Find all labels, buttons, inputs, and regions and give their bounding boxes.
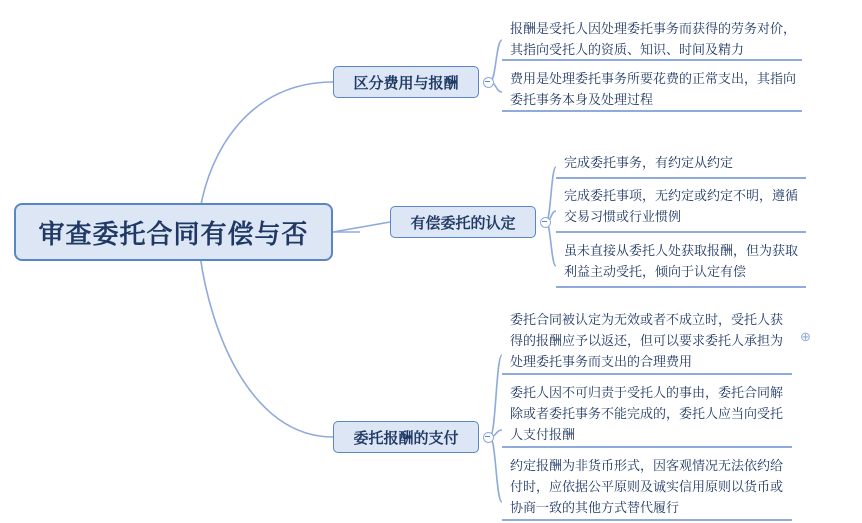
branch-3-label: 委托报酬的支付 [353,429,459,447]
leaf-2-2-text: 完成委托事项，无约定或约定不明，遵循交易习惯或行业惯例 [564,188,799,224]
leaf-1-2-text: 费用是处理委托事务所要花费的正常支出，其指向委托事务本身及处理过程 [510,71,797,107]
leaf-1-1-underline [502,59,802,61]
root-label: 审查委托合同有偿与否 [38,218,309,249]
leaf-node-1-2[interactable] [502,64,802,114]
collapse-toggle-branch-3[interactable] [483,432,494,443]
leaf-node-3-3[interactable] [502,451,792,522]
leaf-3-2-text: 委托人因不可归责于受托人的事由，委托合同解除或者委托事务不能完成的，委托人应当向受托人支付报酬 [510,385,784,442]
leaf-node-2-1[interactable] [556,148,806,177]
leaf-2-1-underline [556,177,806,179]
leaf-2-1-text: 完成委托事务，有约定从约定 [564,155,734,170]
leaf-3-3-text: 约定报酬为非货币形式，因客观情况无法依约给付时，应依据公平原则及诚实信用原则以货币或协商一致的其他方式替代履行 [510,458,784,515]
leaf-3-3-underline [502,519,792,521]
branch-node-3[interactable] [333,421,479,453]
collapse-toggle-branch-1[interactable] [483,77,494,88]
leaf-1-2-underline [502,110,802,112]
leaf-3-2-underline [502,446,792,448]
leaf-node-1-1[interactable] [502,14,802,64]
branch-node-2[interactable] [390,206,536,238]
leaf-3-1-underline [502,373,792,375]
collapse-toggle-branch-2[interactable] [540,217,551,228]
mindmap-root-node[interactable] [14,203,333,261]
branch-node-1[interactable] [333,66,479,98]
leaf-node-2-3[interactable] [556,236,806,286]
leaf-2-2-underline [556,231,806,233]
branch-2-label: 有偿委托的认定 [410,214,516,232]
leaf-2-3-text: 虽未直接从委托人处获取报酬，但为获取利益主动受托，倾向于认定有偿 [564,243,799,279]
leaf-3-1-text: 委托合同被认定为无效或者不成立时，受托人获得的报酬应予以返还，但可以要求委托人承担为处理委托事务而支出的合理费用 [510,312,784,369]
leaf-1-1-text: 报酬是受托人因处理委托事务而获得的劳务对价，其指向受托人的资质、知识、时间及精力 [510,21,797,57]
expand-icon[interactable]: ⊕ [800,329,811,344]
leaf-node-3-1[interactable] [502,305,792,376]
leaf-2-3-underline [556,286,806,288]
leaf-node-2-2[interactable] [556,181,806,231]
branch-1-label: 区分费用与报酬 [353,74,459,92]
leaf-node-3-2[interactable] [502,378,792,449]
